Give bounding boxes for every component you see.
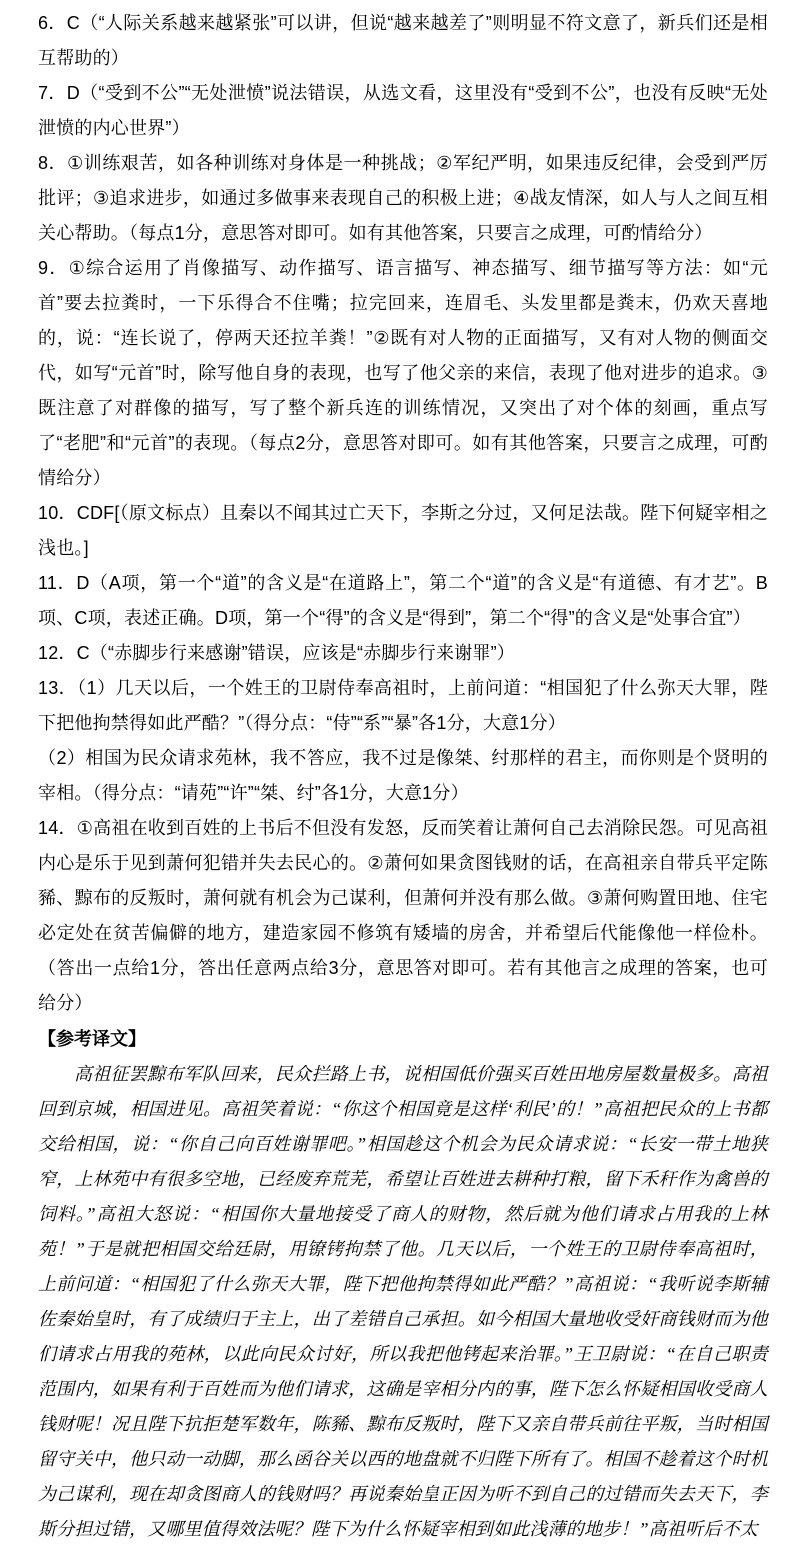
answer-item-13-2: （2）相国为民众请求苑林，我不答应，我不过是像桀、纣那样的君主，而你则是个贤明的宰相。（得分点：“请苑”“许”“桀、纣”各1分，大意1分）	[38, 748, 768, 803]
answer-item-7: 7．D（“受到不公”“无处泄愤”说法错误，从选文看，这里没有“受到不公”，也没有反映“无处泄愤的内心世界”）	[38, 83, 768, 138]
answer-item-14: 14．①高祖在收到百姓的上书后不但没有发怒，反而笑着让萧何自己去消除民怨。可见高祖内心是乐于见到萧何犯错并失去民心的。②萧何如果贪图钱财的话，在高祖亲自带兵平定陈豨、黥布的反叛时，萧何就有机会为己谋利，但萧何并没有那么做。③萧何购置田地、住宅必定处在贫苦偏僻的地方，建造家园不修筑有矮墙的房舍，并希望后代能像他一样俭朴。（答出一点给1分，答出任意两点给3分，意思答对即可。若有其他言之成理的答案，也可给分）	[38, 818, 768, 1013]
answer-item-8: 8．①训练艰苦，如各种训练对身体是一种挑战；②军纪严明，如果违反纪律，会受到严厉批评；③追求进步，如通过多做事来表现自己的积极上进；④战友情深，如人与人之间互相关心帮助。（每点1分，意思答对即可。如有其他答案，只要言之成理，可酌情给分）	[38, 153, 768, 243]
answers-section	[38, 6, 768, 1021]
answer-item-12: 12．C（“赤脚步行来感谢”错误，应该是“赤脚步行来谢罪”）	[38, 643, 515, 663]
reference-translation-paragraph: 高祖征罢黥布军队回来，民众拦路上书，说相国低价强买百姓田地房屋数量极多。高祖回到京城，相国进见。高祖笑着说：“你这个相国竟是这样‘利民’的！”高祖把民众的上书都交给相国，说：“你自己向百姓谢罪吧。”相国趁这个机会为民众请求说：“长安一带土地狭窄，上林苑中有很多空地，已经废弃荒芜，希望让百姓进去耕种打粮，留下禾秆作为禽兽的饲料。”高祖大怒说：“相国你大量地接受了商人的财物，然后就为他们请求占用我的上林苑！”于是就把相国交给廷尉，用镣铐拘禁了他。几天以后，一个姓王的卫尉侍奉高祖时，上前问道：“相国犯了什么弥天大罪，陛下把他拘禁得如此严酷？”高祖说：“我听说李斯辅佐秦始皇时，有了成绩归于主上，出了差错自己承担。如今相国大量地收受奸商钱财而为他们请求占用我的苑林，以此向民众讨好，所以我把他铐起来治罪。”王卫尉说：“在自己职责范围内，如果有利于百姓而为他们请求，这确是宰相分内的事，陛下怎么怀疑相国收受商人钱财呢！况且陛下抗拒楚军数年，陈豨、黥布反叛时，陛下又亲自带兵前往平叛，当时相国留守关中，他只动一动脚，那么函谷关以西的地盘就不归陛下所有了。相国不趁着这个时机为己谋利，现在却贪图商人的钱财吗？再说秦始皇正因为听不到自己的过错而失去天下，李斯分担过错，又哪里值得效法呢？陛下为什么怀疑宰相到如此浅薄的地步！”高祖听后不太	[38, 1064, 768, 1539]
answer-item-10: 10．CDF[（原文标点）且秦以不闻其过亡天下，李斯之分过，又何足法哉。陛下何疑宰相之浅也。]	[38, 503, 768, 558]
answer-item-13-1: 13．（1）几天以后，一个姓王的卫尉侍奉高祖时，上前问道：“相国犯了什么弥天大罪，陛下把他拘禁得如此严酷？”（得分点：“侍”“系”“暴”各1分，大意1分）	[38, 678, 768, 733]
answer-item-9: 9．①综合运用了肖像描写、动作描写、语言描写、神态描写、细节描写等方法：如“元首”要去拉粪时，一下乐得合不住嘴；拉完回来，连眉毛、头发里都是粪末，仍欢天喜地的，说：“连长说了，停两天还拉羊粪！”②既有对人物的正面描写，又有对人物的侧面交代，如写“元首”时，除写他自身的表现，也写了他父亲的来信，表现了他对进步的追求。③既注意了对群像的描写，写了整个新兵连的训练情况，又突出了对个体的刻画，重点写了“老肥”和“元首”的表现。（每点2分，意思答对即可。如有其他答案，只要言之成理，可酌情给分）	[38, 258, 768, 488]
answer-item-6: 6．C（“人际关系越来越紧张”可以讲，但说“越来越差了”则明显不符文意了，新兵们还是相互帮助的）	[38, 13, 768, 68]
reference-translation-heading: 【参考译文】	[38, 1029, 146, 1049]
reference-translation-section	[38, 1057, 768, 1547]
answer-item-11: 11．D（A项，第一个“道”的含义是“在道路上”，第二个“道”的含义是“有道德、有才艺”。B项、C项，表述正确。D项，第一个“得”的含义是“得到”，第二个“得”的含义是“处事合宜”）	[38, 573, 768, 628]
